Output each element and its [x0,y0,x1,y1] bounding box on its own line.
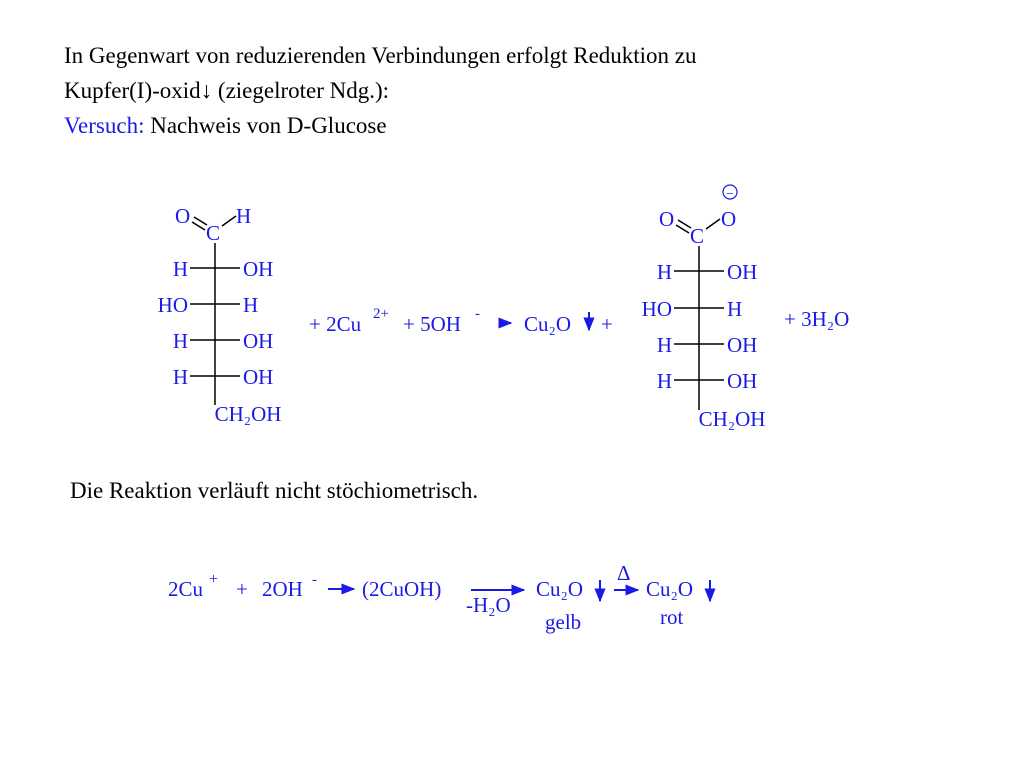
intro-line-2: Kupfer(I)-oxid↓ (ziegelroter Ndg.): [64,78,390,103]
glucose-c1: C [206,221,221,245]
r2-hydroxide: 2OH [262,577,303,601]
gluconate-row4-left: H [656,369,672,393]
glucose-row4-left: H [172,365,188,389]
r2-plus: + [236,577,248,601]
reaction1-plus: + [601,312,613,336]
glucose-row1-right: OH [243,257,274,281]
reagent-copper: + 2Cu [309,312,362,336]
r2-product2-label: rot [660,605,684,629]
glucose-aldehyde-h: H [236,204,252,228]
experiment-label: Versuch: [64,113,145,138]
glucose-row2-right: H [243,293,259,317]
r2-intermediate: (2CuOH) [362,577,442,601]
gluconate-terminal: CH₂OH [698,407,766,431]
gluconate-row1-right: OH [727,260,758,284]
gluconate-structure [642,185,766,431]
gluconate-c1: C [690,224,705,248]
r2-water-loss: -H₂O [466,593,511,617]
glucose-structure [158,204,282,426]
reaction-note: Die Reaktion verläuft nicht stöchiometrisch. [70,478,479,503]
r2-copper-charge: + [209,571,219,588]
reaction2 [168,561,710,634]
gluconate-row3-right: OH [727,333,758,357]
intro-line-1: In Gegenwart von reduzierenden Verbindungen erfolgt Reduktion zu [64,43,697,68]
glucose-row3-right: OH [243,329,274,353]
gluconate-anion-o: O [721,207,737,231]
reagent-copper-charge: 2+ [373,306,389,322]
glucose-terminal: CH₂OH [214,402,282,426]
gluconate-row4-right: OH [727,369,758,393]
r2-product2: Cu₂O [646,577,693,601]
experiment-title: Nachweis von D-Glucose [150,113,387,138]
glucose-row2-left: HO [157,293,188,317]
r2-product1: Cu₂O [536,577,583,601]
product-water: + 3H₂O [784,307,850,331]
gluconate-row2-left: HO [641,297,672,321]
r2-product1-label: gelb [545,610,582,634]
r2-hydroxide-charge: - [312,572,317,588]
glucose-carbonyl-o: O [175,204,191,228]
gluconate-carbonyl-o: O [659,207,675,231]
gluconate-charge: − [726,187,734,202]
reaction1-reagents [309,306,849,336]
reagent-hydroxide: + 5OH [403,312,461,336]
r2-heat: Δ [617,561,631,585]
reagent-hydroxide-charge: - [475,306,480,322]
r2-copper: 2Cu [168,577,204,601]
gluconate-row2-right: H [727,297,743,321]
gluconate-row3-left: H [656,333,672,357]
glucose-row4-right: OH [243,365,274,389]
glucose-row3-left: H [172,329,188,353]
gluconate-row1-left: H [656,260,672,284]
glucose-row1-left: H [172,257,188,281]
product-cu2o: Cu₂O [524,312,571,336]
